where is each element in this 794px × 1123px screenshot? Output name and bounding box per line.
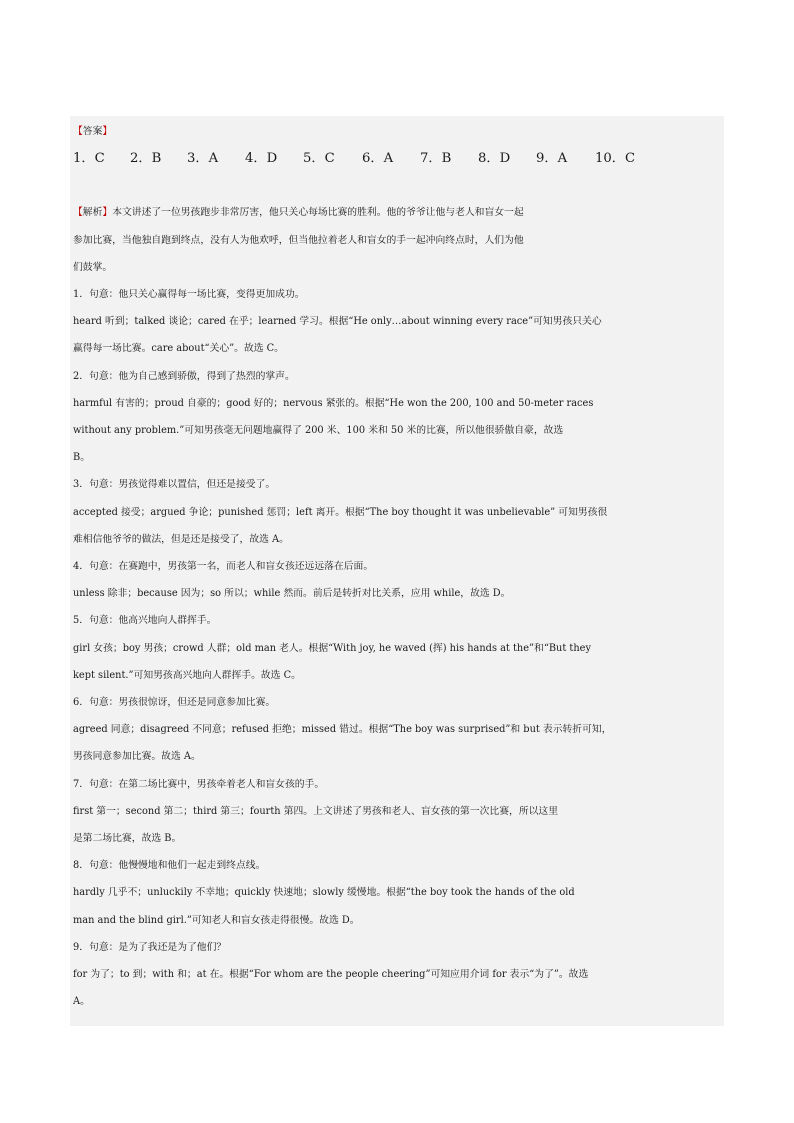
text-line: unless 除非；because 因为；so 所以；while 然而。前后是转折对比关系，应用 while，故选 D。	[73, 588, 511, 600]
answer-list	[70, 145, 724, 172]
analysis-label: 解析	[82, 207, 103, 219]
text-line: girl 女孩；boy 男孩；crowd 人群；old man 老人。根据“With joy, he waved (挥) his hands at the”和“But they	[73, 642, 591, 654]
text-line: 是第二场比赛，故选 B。	[73, 833, 182, 845]
text-line: 赢得每一场比赛。care about“关心”。故选 C。	[73, 343, 284, 355]
bracket-close: 】	[102, 207, 113, 219]
text-line: agreed 同意；disagreed 不同意；refused 拒绝；missed 错过。根据“The boy was surprised”和 but 表示转折可知，	[73, 724, 612, 736]
analysis-intro-line	[70, 199, 724, 226]
answer-item: 3．A	[187, 151, 219, 167]
question-meaning-line: 9．句意：是为了我还是为了他们？	[73, 941, 227, 953]
question-meaning-line: 6．句意：男孩很惊讶，但还是同意参加比赛。	[73, 697, 276, 709]
question-meaning-line: 7．句意：在第二场比赛中，男孩牵着老人和盲女孩的手。	[73, 778, 325, 790]
text-line: for 为了；to 到；with 和；at 在。根据“For whom are the people cheering”可知应用介词 for 表示“为了”。故选	[73, 969, 589, 981]
question-meaning-line: 8．句意：他慢慢地和他们一起走到终点线。	[73, 860, 266, 872]
bracket-close: 】	[102, 126, 113, 137]
bracket-open: 【	[73, 207, 83, 219]
answer-explanation-block	[70, 116, 724, 1026]
answer-heading	[70, 118, 724, 145]
answer-item: 9．A	[536, 151, 568, 167]
answer-item: 8．D	[478, 151, 511, 167]
text-line: B。	[73, 452, 90, 464]
blank-line	[70, 172, 724, 199]
text-line: heard 听到；talked 谈论；cared 在乎；learned 学习。根据“He only…about winning every race”可知男孩只关心	[73, 316, 602, 328]
text-line: 男孩同意参加比赛。故选 A。	[73, 751, 201, 763]
answer-item: 2．B	[130, 151, 162, 167]
text-line: accepted 接受；argued 争论；punished 惩罚；left 离开。根据“The boy thought it was unbelievable” 可知男孩很	[73, 506, 608, 518]
answer-item: 4．D	[245, 151, 278, 167]
question-meaning-line: 3．句意：男孩觉得难以置信，但还是接受了。	[73, 479, 276, 491]
text-line: A。	[73, 996, 90, 1008]
question-meaning-line: 2．句意：他为自己感到骄傲，得到了热烈的掌声。	[73, 370, 295, 382]
text-line: 本文讲述了一位男孩跑步非常厉害，他只关心每场比赛的胜利。他的爷爷让他与老人和盲女一起	[112, 207, 524, 219]
text-line: without any problem.”可知男孩毫无问题地赢得了 200 米、100 米和 50 米的比赛，所以他很骄傲自豪，故选	[73, 425, 564, 437]
text-line: man and the blind girl.”可知老人和盲女孩走得很慢。故选 D。	[73, 914, 360, 926]
answer-item: 1．C	[73, 151, 105, 167]
answer-item: 7．B	[420, 151, 452, 167]
question-meaning-line: 4．句意：在赛跑中，男孩第一名，而老人和盲女孩还远远落在后面。	[73, 561, 374, 573]
question-meaning-line: 5．句意：他高兴地向人群挥手。	[73, 615, 217, 627]
text-line: kept silent.”可知男孩高兴地向人群挥手。故选 C。	[73, 669, 301, 681]
answer-item: 10．C	[595, 151, 636, 167]
text-line: hardly 几乎不；unluckily 不幸地；quickly 快速地；slowly 缓慢地。根据“the boy took the hands of the old	[73, 887, 575, 899]
text-line: harmful 有害的；proud 自豪的；good 好的；nervous 紧张的。根据“He won the 200, 100 and 50-meter races	[73, 397, 594, 409]
text-line: 难相信他爷爷的做法，但是还是接受了，故选 A。	[73, 533, 289, 545]
text-line: 参加比赛，当他独自跑到终点，没有人为他欢呼，但当他拉着老人和盲女的手一起冲向终点时，人们为他	[73, 234, 524, 246]
text-line: first 第一；second 第二；third 第三；fourth 第四。上文讲述了男孩和老人、盲女孩的第一次比赛，所以这里	[73, 805, 559, 817]
answer-label: 答案	[82, 126, 103, 137]
bracket-open: 【	[73, 126, 83, 137]
answer-item: 5．C	[303, 151, 335, 167]
question-meaning-line: 1．句意：他只关心赢得每一场比赛，变得更加成功。	[73, 289, 305, 301]
answer-item: 6．A	[362, 151, 394, 167]
text-line: 们鼓掌。	[73, 261, 113, 273]
